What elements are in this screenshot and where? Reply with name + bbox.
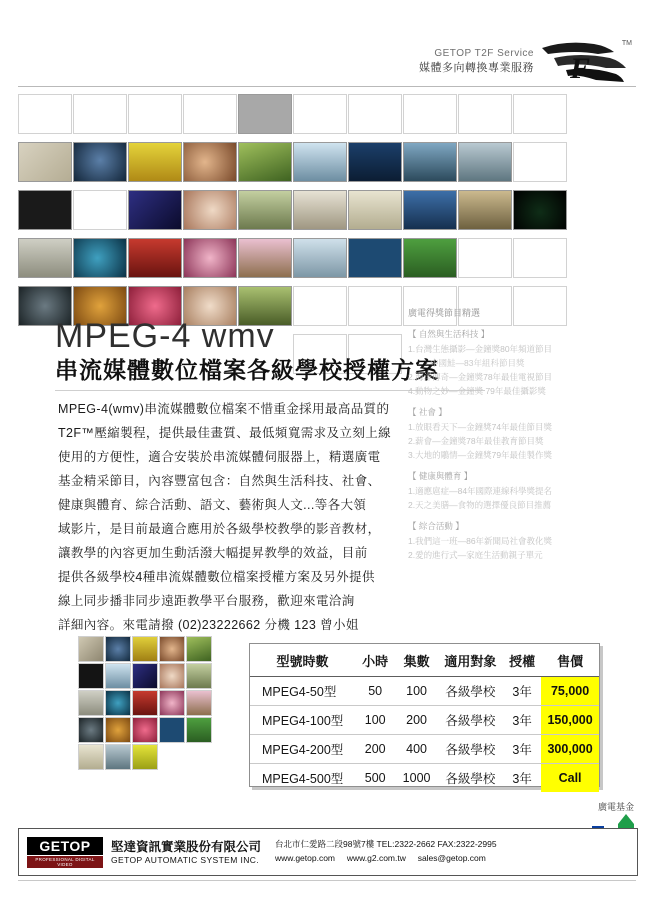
awards-item: 中國鮭—83年組科節目獎	[430, 358, 525, 368]
page-title: MPEG-4 wmv	[55, 317, 275, 355]
mini-thumbnail	[159, 690, 185, 716]
awards-item: 1.我們這一班—86年新聞局社會教化獎	[408, 536, 553, 546]
header-divider	[18, 86, 636, 87]
thumbnail-cell	[18, 238, 72, 278]
thumbnail-cell	[73, 142, 127, 182]
web-line	[275, 852, 497, 866]
awards-item: 3.大地的鵰情—金鐘獎79年最佳製作獎	[408, 450, 553, 460]
trademark-symbol: TM	[621, 40, 632, 47]
thumbnail-cell	[18, 142, 72, 182]
t2f-logo-mark	[536, 38, 632, 84]
thumbnail-cell	[73, 238, 127, 278]
thumbnail-grid	[18, 94, 636, 309]
page-footer	[18, 828, 638, 876]
body-line: 基金精采節目，內容豐富包含：自然與生活科技、社會、	[58, 474, 381, 488]
company-name-en: GETOP AUTOMATIC SYSTEM INC.	[111, 855, 260, 866]
thumbnail-cell	[18, 190, 72, 230]
col-header-target: 適用對象	[438, 644, 503, 677]
thumbnail-cell	[293, 142, 347, 182]
awards-item: 1.放眼看天下—金鐘獎74年最佳節目獎	[408, 422, 553, 432]
cell-hours: 100	[355, 706, 395, 735]
company-names	[103, 839, 261, 865]
mini-thumbnail	[186, 717, 212, 743]
mini-thumbnail	[105, 663, 131, 689]
thumbnail-cell	[183, 238, 237, 278]
awards-category-label: 【 綜合活動 】	[408, 521, 464, 531]
thumbnail-cell	[293, 94, 347, 134]
awards-item: 4.動物之妙—金鐘獎 79年最佳攝影獎	[408, 386, 546, 396]
thumbnail-cell	[238, 94, 292, 134]
awards-category-label: 【 社會 】	[408, 407, 447, 417]
thumbnail-cell	[73, 190, 127, 230]
thumbnail-cell	[73, 94, 127, 134]
col-header-price: 售價	[541, 644, 599, 677]
address-line: 台北市仁愛路二段98號7樓 TEL:2322-2662 FAX:2322-2995	[275, 839, 497, 850]
mini-thumbnail	[186, 636, 212, 662]
cell-price: 300,000	[541, 735, 599, 764]
thumbnail-cell	[238, 190, 292, 230]
thumbnail-cell	[128, 238, 182, 278]
awards-title: 廣電得獎節目精選	[408, 308, 481, 318]
mini-thumbnail	[159, 636, 185, 662]
page-header	[0, 0, 654, 88]
header-service-en: GETOP T2F Service	[434, 48, 534, 59]
thumbnail-cell	[18, 94, 72, 134]
thumbnail-cell	[348, 238, 402, 278]
mini-thumbnail	[105, 717, 131, 743]
awards-item: 1.適應扈症—84年國際連線科學獎提名	[408, 486, 553, 496]
mini-thumbnail	[186, 690, 212, 716]
awards-item: 2.天之美膳—食物的選擇優良節目推薦	[408, 500, 552, 510]
thumbnail-cell	[183, 142, 237, 182]
cell-episodes: 100	[395, 677, 437, 706]
body-line: 詳細內容。來電請撥 (02)23222662 分機 123 曾小姐	[58, 618, 359, 632]
body-line: 讓教學的內容更加生動活潑大幅提昇教學的效益，目前	[58, 546, 368, 560]
t2f-logo	[536, 38, 632, 84]
cell-episodes: 200	[395, 706, 437, 735]
page-subtitle: 串流媒體數位檔案各級學校授權方案	[55, 357, 439, 384]
body-line: 使用的方便性，適合安裝於串流媒體伺服器上，精選廣電	[58, 450, 381, 464]
cell-target: 各級學校	[445, 772, 496, 786]
cell-license: 3年	[503, 706, 541, 735]
website-primary[interactable]: www.getop.com	[275, 853, 336, 863]
cell-price: Call	[541, 764, 599, 793]
cell-model: MPEG4-100型	[250, 706, 355, 735]
awards-item: 2.愛的進行式—家庭生活動親子單元	[408, 550, 543, 560]
cell-hours: 50	[355, 677, 395, 706]
thumbnail-cell	[183, 190, 237, 230]
thumbnail-cell	[403, 238, 457, 278]
svg-text:F: F	[570, 52, 591, 84]
table-row	[250, 677, 599, 706]
col-header-model: 型號時數	[250, 644, 355, 677]
thumbnail-cell	[458, 190, 512, 230]
thumbnail-cell	[513, 238, 567, 278]
awards-item: 1.台灣生態攝影—金鐘獎80年頻道節目	[408, 344, 553, 354]
header-service-zh: 媒體多向轉換專業服務	[419, 61, 534, 74]
thumbnail-cell	[238, 142, 292, 182]
thumbnail-cell	[348, 94, 402, 134]
cell-model: MPEG4-200型	[250, 735, 355, 764]
getop-logo	[27, 837, 103, 868]
cell-model: MPEG4-50型	[250, 677, 355, 706]
awards-item: 2.薪會—金鐘獎78年最佳教育節目獎	[408, 436, 544, 446]
email-address[interactable]: sales@getop.com	[417, 853, 486, 863]
thumbnail-cell	[403, 94, 457, 134]
mini-thumbnail	[132, 744, 158, 770]
body-line: 健康與體育、綜合活動、語文、藝術與人文...等各大領	[58, 498, 367, 512]
mini-thumbnail	[159, 717, 185, 743]
awards-category-label: 【 自然與生活科技 】	[408, 329, 490, 339]
table-row	[250, 706, 599, 735]
thumbnail-cell	[293, 238, 347, 278]
table-row	[250, 735, 599, 764]
thumbnail-cell	[513, 190, 567, 230]
cell-hours: 200	[355, 735, 395, 764]
body-copy	[58, 397, 408, 637]
getop-logo-sub: PROFESSIONAL DIGITAL VIDEO	[27, 856, 103, 868]
col-header-hours: 小時	[355, 644, 395, 677]
cell-license: 3年	[512, 772, 532, 786]
cell-target: 各級學校	[438, 677, 503, 706]
table-row	[250, 764, 599, 793]
thumbnail-cell	[458, 238, 512, 278]
cell-target: 各級學校	[438, 706, 503, 735]
mini-thumbnail	[78, 744, 104, 770]
mini-thumbnail	[132, 717, 158, 743]
mini-thumbnail	[132, 663, 158, 689]
cell-price: 150,000	[541, 706, 599, 735]
mini-thumbnail	[186, 663, 212, 689]
body-line: MPEG-4(wmv)串流媒體數位檔案不惜重金採用最高品質的	[58, 402, 390, 416]
cell-target: 各級學校	[438, 735, 503, 764]
thumbnail-cell	[458, 142, 512, 182]
thumbnail-cell	[128, 94, 182, 134]
mini-thumbnail	[78, 636, 104, 662]
body-line: 提供各級學校4種串流媒體數位檔案授權方案及另外提供	[58, 570, 375, 584]
thumbnail-cell	[348, 142, 402, 182]
header-service-text	[419, 47, 534, 75]
col-header-episodes: 集數	[395, 644, 437, 677]
body-line: T2F™壓縮製程，提供最佳畫質、最低頻寬需求及立刻上線	[58, 426, 392, 440]
mini-thumbnail	[105, 744, 131, 770]
awards-list	[408, 306, 613, 562]
mini-thumbnail	[78, 717, 104, 743]
cell-model: MPEG4-500型	[262, 772, 344, 786]
cell-hours: 500	[364, 771, 386, 785]
thumbnail-cell	[403, 190, 457, 230]
mini-thumbnail	[78, 690, 104, 716]
contact-info	[275, 838, 497, 865]
footer-bottom-divider	[18, 880, 636, 881]
mini-thumbnail	[132, 636, 158, 662]
body-line: 線上同步播非同步遠距教學平台服務，歡迎來電洽詢	[58, 594, 355, 608]
awards-category-label: 【 健康與體育 】	[408, 471, 473, 481]
cell-episodes: 400	[395, 735, 437, 764]
thumbnail-cell	[348, 190, 402, 230]
mini-thumbnail	[132, 690, 158, 716]
mini-thumbnail	[78, 663, 104, 689]
website-secondary[interactable]: www.g2.com.tw	[346, 853, 406, 863]
cell-license: 3年	[503, 735, 541, 764]
thumbnail-cell	[403, 142, 457, 182]
mini-thumbnail-grid	[78, 636, 213, 776]
thumbnail-cell	[458, 94, 512, 134]
body-line: 域影片，是目前最適合應用於各級學校教學的影音教材，	[58, 522, 381, 536]
thumbnail-cell	[513, 94, 567, 134]
table-header-row	[250, 644, 599, 677]
getop-logo-main: GETOP	[27, 837, 103, 855]
cell-episodes: 1000	[402, 771, 431, 785]
pricing-table	[249, 643, 600, 787]
mini-thumbnail	[159, 663, 185, 689]
thumbnail-cell	[293, 190, 347, 230]
mini-thumbnail	[105, 636, 131, 662]
col-header-license: 授權	[503, 644, 541, 677]
pricing-table-grid	[250, 644, 599, 792]
thumbnail-cell	[513, 142, 567, 182]
thumbnail-cell	[128, 190, 182, 230]
thumbnail-cell	[238, 238, 292, 278]
thumbnail-cell	[128, 142, 182, 182]
mini-thumbnail	[105, 690, 131, 716]
company-name-zh: 堅達資訊實業股份有限公司	[111, 839, 262, 854]
cell-license: 3年	[503, 677, 541, 706]
thumbnail-cell	[183, 94, 237, 134]
cell-price: 75,000	[541, 677, 599, 706]
awards-item: 2.海洋傳奇—金鐘獎78年最佳電視節目	[408, 372, 553, 382]
broadcast-fund-label: 廣電基金	[597, 802, 634, 812]
